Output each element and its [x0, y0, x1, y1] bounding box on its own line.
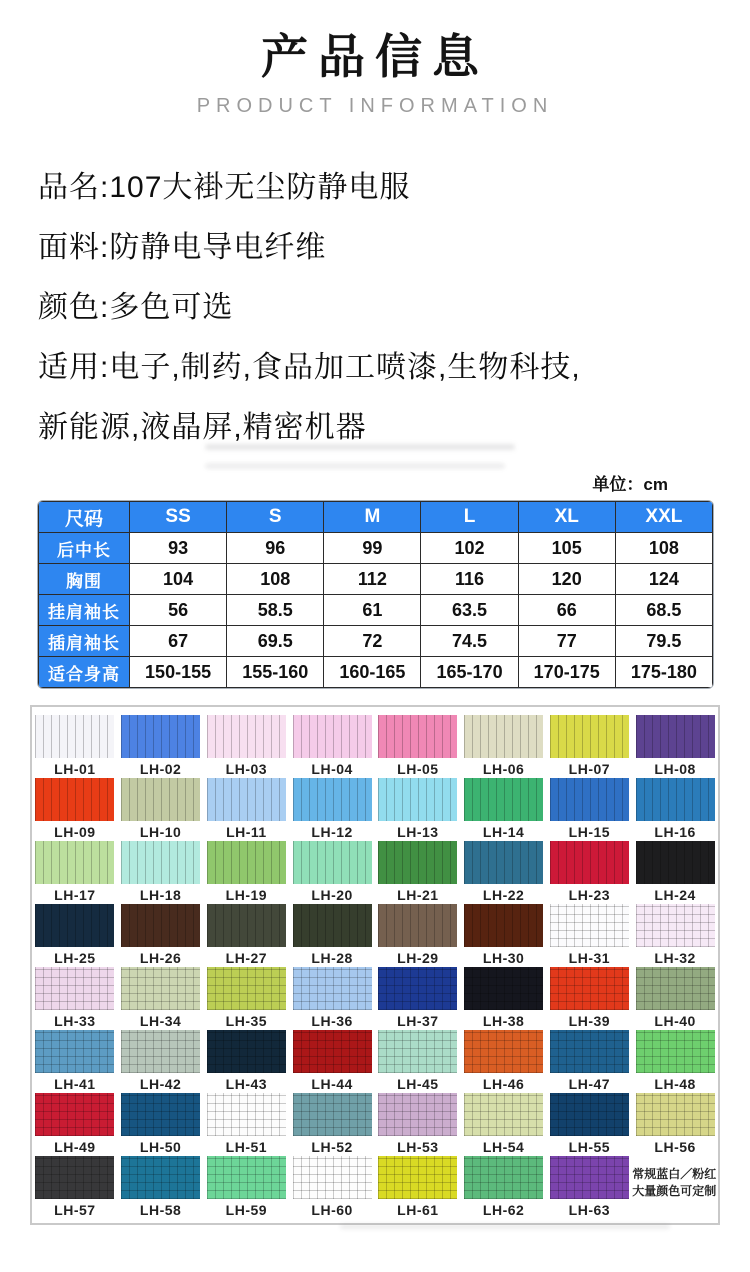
fabric-swatch [378, 1093, 457, 1136]
fabric-swatch [293, 778, 372, 821]
swatch-cell [289, 778, 375, 841]
swatch-cell [461, 1030, 547, 1093]
size-table-cell: 68.5 [615, 595, 712, 626]
swatch-label: LH-27 [225, 950, 268, 966]
fabric-swatch [464, 1030, 543, 1073]
swatch-cell [32, 715, 118, 778]
swatch-label: LH-03 [225, 761, 268, 777]
fabric-swatch [464, 904, 543, 947]
fabric-swatch [207, 1093, 286, 1136]
size-table-cell: 79.5 [615, 626, 712, 657]
swatch-cell [632, 1030, 718, 1093]
swatch-cell [632, 778, 718, 841]
size-table-cell: 69.5 [227, 626, 324, 657]
size-table-cell: 99 [324, 533, 421, 564]
size-table-row-label: 插肩袖长 [39, 626, 130, 657]
fabric-swatch [207, 1156, 286, 1199]
fabric-swatch [35, 904, 114, 947]
fabric-swatch [464, 778, 543, 821]
fabric-swatch [207, 904, 286, 947]
swatch-label: LH-09 [54, 824, 96, 840]
size-table-cell: 93 [130, 533, 227, 564]
size-table-cell: 116 [421, 564, 518, 595]
swatch-label: LH-05 [397, 761, 439, 777]
swatch-label: LH-26 [139, 950, 182, 966]
size-table-row-label: 适合身高 [39, 657, 130, 688]
swatch-label: LH-20 [311, 887, 353, 903]
swatch-cell [204, 904, 290, 967]
size-table-cell: 120 [518, 564, 615, 595]
swatch-label: LH-06 [482, 761, 525, 777]
swatch-cell [375, 778, 461, 841]
fabric-swatch [121, 1093, 200, 1136]
size-table-row [39, 533, 713, 564]
swatch-label: LH-43 [225, 1076, 268, 1092]
fabric-swatch [35, 1156, 114, 1199]
swatch-label: LH-49 [54, 1139, 96, 1155]
swatch-label: LH-60 [311, 1202, 353, 1218]
fabric-swatch [35, 841, 114, 884]
swatch-cell [204, 715, 290, 778]
size-table-column-header: SS [130, 502, 227, 533]
swatch-label: LH-07 [568, 761, 611, 777]
fabric-swatch [464, 1093, 543, 1136]
fabric-swatch [378, 841, 457, 884]
fabric-swatch [378, 1156, 457, 1199]
swatch-cell [547, 1156, 633, 1219]
size-table-wrap [38, 501, 713, 688]
swatch-cell [32, 1030, 118, 1093]
size-table-cell: 170-175 [518, 657, 615, 688]
swatch-label: LH-53 [397, 1139, 439, 1155]
fabric-swatch [550, 904, 629, 947]
fabric-swatch [550, 715, 629, 758]
fabric-swatch [121, 967, 200, 1010]
swatch-cell [32, 778, 118, 841]
fabric-swatch [35, 778, 114, 821]
size-table-cell: 155-160 [227, 657, 324, 688]
swatch-cell [375, 715, 461, 778]
swatch-cell [632, 1093, 718, 1156]
fabric-swatch [550, 778, 629, 821]
fabric-swatch [464, 967, 543, 1010]
size-table-row-label: 胸围 [39, 564, 130, 595]
product-info [38, 170, 750, 445]
swatch-label: LH-08 [654, 761, 696, 777]
size-table-column-header: XXL [615, 502, 712, 533]
swatch-label: LH-59 [225, 1202, 268, 1218]
swatch-label: LH-28 [311, 950, 353, 966]
fabric-swatch [207, 841, 286, 884]
product-fabric-line: 面料:防静电导电纤维 [38, 231, 327, 264]
fabric-swatch [121, 841, 200, 884]
fabric-swatch [636, 904, 715, 947]
size-table [38, 501, 713, 688]
page-header [0, 0, 750, 118]
size-table-column-header: 尺码 [39, 502, 130, 533]
swatch-label: LH-56 [654, 1139, 696, 1155]
swatch-cell [547, 778, 633, 841]
swatch-label: LH-14 [482, 824, 525, 840]
size-table-cell: 72 [324, 626, 421, 657]
watermark-smudge [340, 1224, 670, 1229]
swatch-cell [118, 967, 204, 1030]
swatch-cell [375, 904, 461, 967]
swatch-label: LH-54 [482, 1139, 525, 1155]
size-table-header-row [39, 502, 713, 533]
swatch-label: LH-29 [397, 950, 439, 966]
swatch-label: LH-23 [568, 887, 611, 903]
swatch-label: LH-22 [482, 887, 525, 903]
swatch-cell [118, 904, 204, 967]
swatch-label: LH-62 [482, 1202, 525, 1218]
fabric-swatch [378, 715, 457, 758]
swatch-cell [289, 841, 375, 904]
size-table-cell: 150-155 [130, 657, 227, 688]
swatch-cell [32, 841, 118, 904]
swatch-label: LH-51 [225, 1139, 268, 1155]
fabric-swatch [378, 967, 457, 1010]
size-table-row [39, 657, 713, 688]
fabric-swatch [121, 778, 200, 821]
custom-color-note-line: 常规蓝白／粉红 [632, 1167, 717, 1181]
swatch-label: LH-61 [397, 1202, 439, 1218]
page-title: 产品信息 [261, 30, 489, 83]
fabric-swatch [121, 1030, 200, 1073]
swatch-label: LH-01 [54, 761, 96, 777]
swatch-cell [289, 1156, 375, 1219]
swatch-label: LH-12 [311, 824, 353, 840]
fabric-swatch [207, 715, 286, 758]
swatch-cell [118, 1030, 204, 1093]
fabric-swatch [293, 967, 372, 1010]
size-table-cell: 160-165 [324, 657, 421, 688]
size-table-column-header: S [227, 502, 324, 533]
swatch-label: LH-30 [482, 950, 525, 966]
custom-color-note-line: 大量颜色可定制 [632, 1184, 717, 1198]
product-color-line: 颜色:多色可选 [38, 291, 234, 324]
fabric-swatch [550, 967, 629, 1010]
size-table-cell: 56 [130, 595, 227, 626]
swatch-cell [204, 1156, 290, 1219]
swatch-cell [375, 1093, 461, 1156]
fabric-swatch [293, 715, 372, 758]
swatch-label: LH-17 [54, 887, 96, 903]
size-table-cell: 108 [615, 533, 712, 564]
size-table-column-header: XL [518, 502, 615, 533]
swatch-cell [547, 841, 633, 904]
size-table-cell: 105 [518, 533, 615, 564]
swatch-label: LH-18 [139, 887, 182, 903]
swatch-cell [118, 778, 204, 841]
size-table-cell: 124 [615, 564, 712, 595]
fabric-swatch [121, 1156, 200, 1199]
swatch-cell [118, 841, 204, 904]
swatch-label: LH-13 [397, 824, 439, 840]
swatch-label: LH-15 [568, 824, 611, 840]
swatch-cell [632, 715, 718, 778]
swatch-cell [32, 904, 118, 967]
fabric-swatch [378, 1030, 457, 1073]
fabric-swatch [636, 841, 715, 884]
product-usage-line-2: 新能源,液晶屏,精密机器 [38, 411, 367, 444]
swatch-label: LH-45 [397, 1076, 439, 1092]
fabric-swatch [293, 841, 372, 884]
swatch-cell [204, 841, 290, 904]
fabric-swatch [636, 778, 715, 821]
swatch-label: LH-24 [654, 887, 696, 903]
swatch-cell [204, 778, 290, 841]
page-subtitle: PRODUCT INFORMATION [196, 95, 554, 117]
swatch-label: LH-21 [397, 887, 439, 903]
size-table-cell: 104 [130, 564, 227, 595]
swatch-cell [375, 1156, 461, 1219]
size-table-cell: 112 [324, 564, 421, 595]
fabric-swatch [207, 778, 286, 821]
swatch-cell [461, 778, 547, 841]
swatch-cell [289, 967, 375, 1030]
swatch-label: LH-58 [139, 1202, 182, 1218]
swatch-cell [375, 967, 461, 1030]
swatch-cell [461, 904, 547, 967]
size-table-cell: 77 [518, 626, 615, 657]
swatch-label: LH-36 [311, 1013, 353, 1029]
swatch-label: LH-42 [139, 1076, 182, 1092]
size-table-row-label: 挂肩袖长 [39, 595, 130, 626]
size-table-header [39, 502, 713, 533]
swatch-cell [632, 904, 718, 967]
swatch-cell [461, 715, 547, 778]
size-table-cell: 58.5 [227, 595, 324, 626]
swatch-cell [461, 967, 547, 1030]
fabric-swatch [293, 904, 372, 947]
fabric-swatch [207, 967, 286, 1010]
swatch-label: LH-44 [311, 1076, 353, 1092]
fabric-swatch [293, 1093, 372, 1136]
size-table-column-header: M [324, 502, 421, 533]
size-table-cell: 165-170 [421, 657, 518, 688]
fabric-swatch [464, 841, 543, 884]
fabric-swatch [550, 1156, 629, 1199]
color-swatch-panel [30, 705, 720, 1225]
size-table-cell: 63.5 [421, 595, 518, 626]
swatch-cell [118, 1156, 204, 1219]
swatch-cell [204, 1030, 290, 1093]
size-table-cell: 96 [227, 533, 324, 564]
fabric-swatch [550, 841, 629, 884]
swatch-label: LH-19 [225, 887, 268, 903]
fabric-swatch [550, 1093, 629, 1136]
fabric-swatch [35, 715, 114, 758]
product-name-line: 品名:107大褂无尘防静电服 [38, 171, 411, 204]
swatch-cell [547, 715, 633, 778]
swatch-cell [289, 904, 375, 967]
size-table-row [39, 564, 713, 595]
swatch-label: LH-46 [482, 1076, 525, 1092]
size-table-row-label: 后中长 [39, 533, 130, 564]
product-usage-line-1: 适用:电子,制药,食品加工喷漆,生物科技, [38, 351, 581, 384]
size-table-body [39, 533, 713, 688]
size-table-row [39, 626, 713, 657]
swatch-cell [375, 841, 461, 904]
swatch-label: LH-63 [568, 1202, 611, 1218]
fabric-swatch [35, 967, 114, 1010]
fabric-swatch [636, 1093, 715, 1136]
fabric-swatch [121, 715, 200, 758]
swatch-label: LH-37 [397, 1013, 439, 1029]
swatch-label: LH-02 [139, 761, 182, 777]
swatch-cell [289, 715, 375, 778]
swatch-label: LH-48 [654, 1076, 696, 1092]
swatch-cell [632, 841, 718, 904]
watermark-smudge [205, 463, 505, 469]
fabric-swatch [378, 778, 457, 821]
swatch-label: LH-55 [568, 1139, 611, 1155]
swatch-cell [289, 1030, 375, 1093]
swatch-label: LH-50 [139, 1139, 182, 1155]
size-table-cell: 108 [227, 564, 324, 595]
swatch-cell [547, 1093, 633, 1156]
swatch-cell [32, 967, 118, 1030]
swatch-label: LH-57 [54, 1202, 96, 1218]
fabric-swatch [636, 715, 715, 758]
swatch-cell [32, 1093, 118, 1156]
size-table-cell: 102 [421, 533, 518, 564]
swatch-cell [118, 1093, 204, 1156]
fabric-swatch [464, 715, 543, 758]
swatch-cell [461, 1093, 547, 1156]
size-table-cell: 67 [130, 626, 227, 657]
swatch-label: LH-35 [225, 1013, 268, 1029]
swatch-label: LH-39 [568, 1013, 611, 1029]
fabric-swatch [293, 1030, 372, 1073]
size-table-cell: 74.5 [421, 626, 518, 657]
fabric-swatch [550, 1030, 629, 1073]
fabric-swatch [35, 1093, 114, 1136]
fabric-swatch [378, 904, 457, 947]
swatch-cell [632, 967, 718, 1030]
swatch-cell [32, 1156, 118, 1219]
fabric-swatch [636, 967, 715, 1010]
swatch-cell [547, 967, 633, 1030]
fabric-swatch [464, 1156, 543, 1199]
swatch-label: LH-34 [139, 1013, 182, 1029]
swatch-cell [204, 1093, 290, 1156]
swatch-cell [547, 904, 633, 967]
size-table-cell: 175-180 [615, 657, 712, 688]
fabric-swatch [121, 904, 200, 947]
swatch-label: LH-16 [654, 824, 696, 840]
swatch-cell [461, 1156, 547, 1219]
size-table-cell: 66 [518, 595, 615, 626]
swatch-cell [375, 1030, 461, 1093]
fabric-swatch [293, 1156, 372, 1199]
watermark-smudge [205, 444, 515, 450]
fabric-swatch [636, 1030, 715, 1073]
swatch-cell [204, 967, 290, 1030]
fabric-swatch [35, 1030, 114, 1073]
size-table-row [39, 595, 713, 626]
size-table-cell: 61 [324, 595, 421, 626]
swatch-label: LH-25 [54, 950, 96, 966]
swatch-label: LH-32 [654, 950, 696, 966]
custom-color-note [632, 1156, 718, 1219]
unit-label: 单位：cm [592, 475, 668, 494]
swatch-label: LH-04 [311, 761, 353, 777]
swatch-label: LH-38 [482, 1013, 525, 1029]
swatch-label: LH-47 [568, 1076, 611, 1092]
swatch-label: LH-40 [654, 1013, 696, 1029]
swatch-label: LH-33 [54, 1013, 96, 1029]
swatch-label: LH-11 [226, 824, 267, 840]
swatch-cell [461, 841, 547, 904]
swatch-cell [547, 1030, 633, 1093]
swatch-cell [289, 1093, 375, 1156]
swatch-label: LH-31 [568, 950, 611, 966]
swatch-label: LH-10 [139, 824, 182, 840]
swatch-label: LH-41 [54, 1076, 96, 1092]
size-table-column-header: L [421, 502, 518, 533]
fabric-swatch [207, 1030, 286, 1073]
swatch-cell [118, 715, 204, 778]
swatch-label: LH-52 [311, 1139, 353, 1155]
